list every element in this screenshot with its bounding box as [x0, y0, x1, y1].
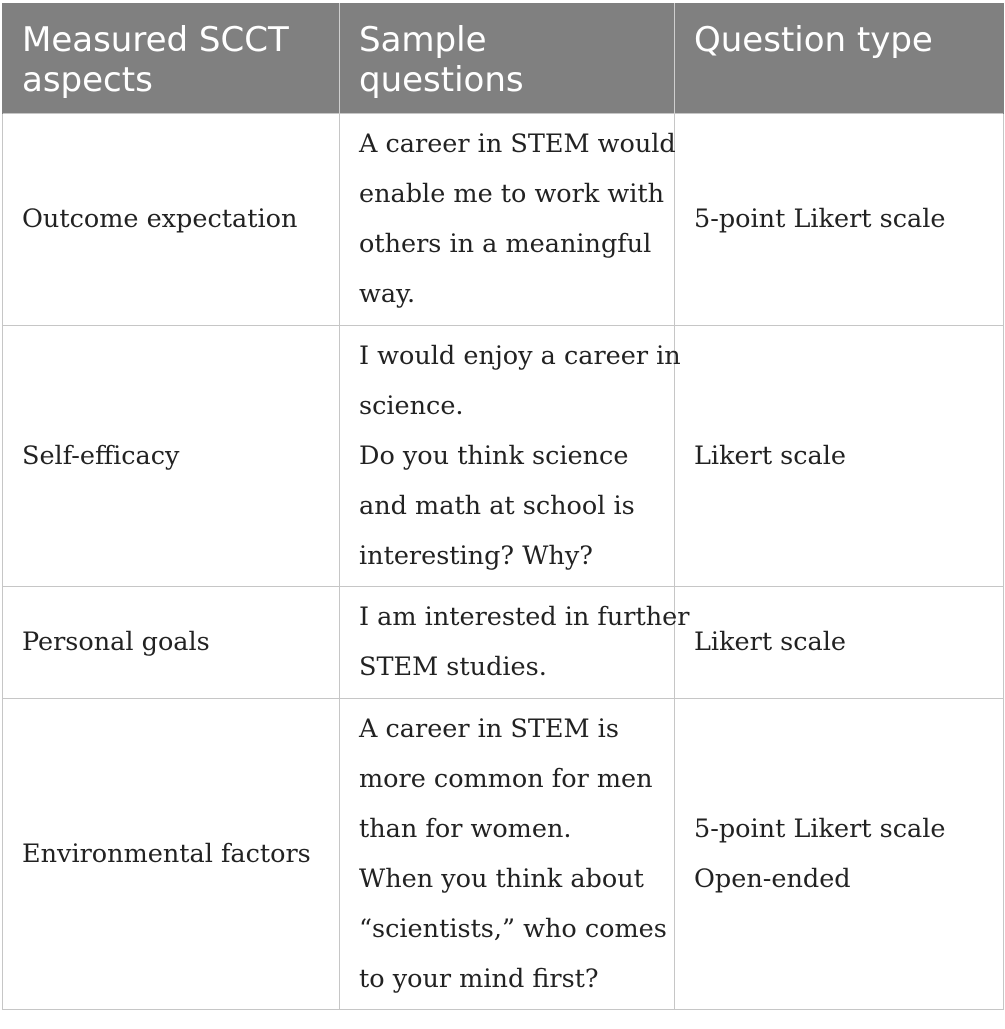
question-line: Do you think science	[359, 440, 629, 471]
question-line: A career in STEM is	[359, 713, 619, 744]
header-text-line: Measured SCCT	[22, 20, 289, 60]
header-text-line: Sample	[359, 20, 487, 60]
aspect-cell: Self-efficacy	[3, 325, 340, 586]
table-row	[3, 698, 1004, 1009]
type-line: Open-ended	[694, 863, 851, 894]
header-text-line: Question type	[694, 20, 933, 60]
question-cell	[340, 586, 690, 698]
type-line: Likert scale	[694, 440, 846, 471]
question-line: to your mind first?	[359, 963, 599, 994]
question-line: others in a meaningful	[359, 229, 652, 259]
question-cell	[340, 113, 675, 325]
question-line: STEM studies.	[359, 652, 547, 682]
question-line: more common for men	[359, 763, 653, 794]
header-question-type	[675, 3, 1004, 113]
scct-table	[2, 3, 1004, 1010]
header-measured-aspects	[3, 3, 340, 113]
question-line: I am interested in further	[359, 602, 690, 632]
header-text-line: aspects	[22, 60, 153, 100]
table-header	[3, 3, 1004, 113]
scct-table-container	[2, 3, 1003, 1010]
type-cell	[675, 113, 1004, 325]
header-sample-questions	[340, 3, 675, 113]
aspect-cell: Outcome expectation	[3, 113, 340, 325]
type-line: 5-point Likert scale	[694, 813, 946, 844]
type-line: 5-point Likert scale	[694, 204, 946, 234]
aspect-cell: Personal goals	[3, 586, 340, 698]
question-line: I would enjoy a career in	[359, 340, 681, 371]
table-row	[3, 586, 1004, 698]
question-line: A career in STEM would	[359, 129, 676, 159]
aspect-cell: Environmental factors	[3, 698, 340, 1009]
question-line: than for women.	[359, 813, 572, 844]
question-line: way.	[359, 279, 416, 309]
type-cell	[675, 698, 1004, 1009]
header-row	[3, 3, 1004, 113]
question-line: “scientists,” who comes	[359, 913, 667, 944]
question-cell	[340, 698, 675, 1009]
question-line: and math at school is	[359, 490, 635, 521]
question-line: When you think about	[359, 863, 644, 894]
question-cell	[340, 325, 681, 586]
question-line: enable me to work with	[359, 179, 665, 209]
table-row	[3, 113, 1004, 325]
table-body	[3, 113, 1004, 1009]
type-cell	[675, 586, 1004, 698]
header-text-line: questions	[359, 60, 524, 100]
type-cell	[675, 325, 1004, 586]
question-line: interesting? Why?	[359, 540, 593, 571]
table-row	[3, 325, 1004, 586]
question-line: science.	[359, 390, 464, 421]
type-line: Likert scale	[694, 627, 846, 657]
